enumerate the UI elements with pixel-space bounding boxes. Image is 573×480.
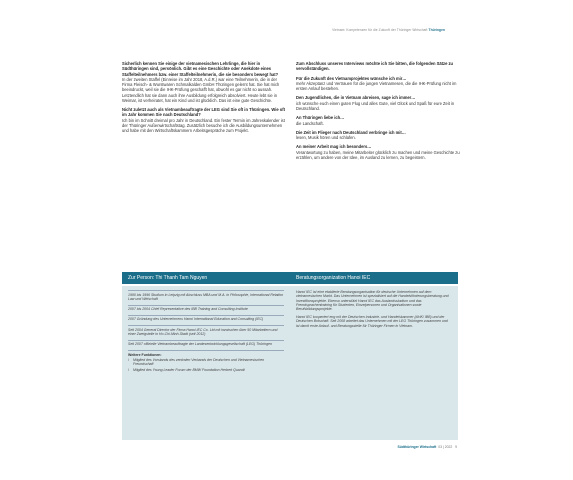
interview-qa: [296, 130, 460, 141]
bio-entry: Seit 2004 General Director der Firma Hanoi IEC Co. Ltd mit inzwischen über 50 Mitarbeitern und einer Zweigstelle in Ho-Chi-Minh-Stadt (seit 2012): [128, 325, 284, 336]
interview-answer: Verantwortung zu haben, meine Mitarbeiter glücklich zu machen und meine Geschichte zu erzählen, um andere von der Idee, im Ausland zu lernen, zu begeistern.: [296, 149, 460, 160]
interview-answer: In der zweiten Staffel (Einreise im Jahr 2018, A.d.R.) war eine Teilnehmerin, die in der Firma Fleisch- & Wurstwaren Schmalkalden GmbH Thüringen gelernt hat. Sie hat mich beeindruckt, weil sie die IHK-Prüfung geschafft hat, obwohl es gar nicht so aussah. Letztendlich hat sie dann auch ihre Ausbildung erfolgreich absolviert. Heute lebt sie in Weimar, ist verheiratet, hat ein Kind und ist glücklich. Das ist eine gute Geschichte.: [122, 76, 280, 103]
bio-entry: Seit 2007 offizielle Vietnambeauftragte der Landesentwicklungsgesellschaft (LEG) Thüringen: [128, 340, 284, 347]
iec-paragraph: Hanoi IEC kooperiert eng mit der Deutschen Industrie- und Handelskammer (AHK/ IBB) und der Deutschen Botschaft. Seit 2008 arbeitet das Unternehmen mit der LEG Thüringen zusammen und ist damit erste Anlauf- und Beratungsstelle für Thüringer Firmen in Vietnam.: [296, 314, 448, 328]
footer-issue: 03 | 2022: [438, 445, 453, 449]
function-text: Mitglied des Vorstands des zentralen Verbands der Deutschen und Vietnamesischen Freundschaft: [133, 357, 265, 367]
slash-bullet-icon: /: [128, 357, 129, 362]
function-item: [128, 368, 284, 372]
interview-question: Für die Zukunft des Vietnamprojektes wünsche ich mir…: [296, 75, 407, 81]
bio-entry: 2007 Gründung des Unternehmens Hanoi International Education and Consulting (IEC): [128, 315, 284, 322]
bio-entry: 1990 bis 1996 Studium in Leipzig mit Abschluss MBA und M.A. in Philosophie, International Relation Law und Wirtschaft: [128, 290, 284, 301]
interview-question: An Thüringen liebe ich…: [296, 115, 345, 121]
interview-left-column: [122, 61, 286, 137]
bio-entry: 2007 bis 2004 Chief Representative des IBB Training and Consulting Institute: [128, 305, 284, 312]
interview-answer: mehr Akzeptanz und Vertrauen für die jungen Vietnamesen, die die IHK-Prüfung nicht im ersten Anlauf bestehen.: [296, 80, 457, 92]
bio-box: [122, 286, 290, 440]
bio-box-title: Zur Person: Thi Thanh Tam Nguyen: [122, 272, 290, 284]
interview-right-column: [296, 61, 460, 164]
bio-functions: [128, 350, 284, 373]
interview-qa: [296, 61, 460, 72]
interview-qa: [122, 107, 286, 133]
interview-question: An meiner Arbeit mag ich besonders…: [296, 144, 372, 150]
interview-question: Nicht zuletzt auch als Vietnambeauftragte der LEG sind Sie oft in Thüringen. Wie oft im Jahr kommen Sie nach Deutschland?: [122, 107, 285, 118]
function-text: Mitglied des Young Leader Forum der BMW Foundation Herbert Quandt: [133, 368, 245, 373]
function-item: [128, 358, 284, 367]
page-header: [332, 28, 445, 32]
interview-qa: [296, 115, 460, 126]
interview-qa: [296, 95, 460, 111]
interview-answer: Ich bin im Schnitt dreimal pro Jahr in Deutschland. Ein fester Termin im Jahreskalender ist der Thüringer Außenwirtschaftstag. Zusätzlich besuche ich die Ausbildungsunternehmen und habe mit den Wirtschaftskammern Arbeitsgespräche zum Projekt.: [122, 117, 285, 134]
iec-box-title: Beratungsorganization Hanoi IEC: [290, 272, 458, 284]
interview-answer: die Landschaft.: [296, 120, 324, 126]
iec-box: [290, 286, 458, 440]
interview-qa: [122, 61, 286, 103]
interview-question: Den Jugendlichen, die in Vietnam abreisen, sage ich immer…: [296, 95, 416, 101]
interview-question: Sicherlich kennen Sie einige der vietnamesischen Lehrlinge, die hier in Südthüringen sind, persönlich. Gibt es eine Geschichte oder Anekdote eines Staffelteilnehmers bzw. einer Staffelteilnehmerin, die sie besonders bewegt hat?: [122, 61, 279, 77]
page-number: 9: [455, 445, 457, 449]
interview-answer: lesen, Musik hören und schlafen.: [296, 135, 356, 141]
page-footer: [398, 445, 457, 449]
header-left-text: Vietnam: Kompetenzen für die Zukunft der Thüringer Wirtschaft: [332, 28, 428, 32]
interview-qa: [296, 144, 460, 160]
header-right-text: Thüringen: [428, 28, 445, 32]
slash-bullet-icon: /: [128, 368, 129, 373]
functions-title: Weitere Funktionen:: [128, 352, 162, 357]
footer-publication: Südthüringer Wirtschaft: [397, 445, 437, 449]
interview-question: Zum Abschluss unseres Interviews möchte ich Sie bitten, die folgenden Sätze zu vervollständigen.: [296, 61, 454, 72]
interview-qa: [296, 76, 460, 92]
interview-answer: ich wünsche euch einen guten Flug und alles Gute, viel Glück und Spaß für eure Zeit in Deutschland.: [296, 100, 455, 111]
interview-question: Die Zeit im Flieger nach Deutschland verbringe ich mit…: [296, 129, 406, 135]
iec-paragraph: Hanoi IEC ist eine etablierte Beratungsorganisation für deutsche Unternehmen auf dem vietnamesischen Markt. Das Unternehmen ist spezialisiert auf die Handelsförderungsberatung und Investitionsprojekte. Ebenso unterstützt Hanoi IEC das Auslandsstudium und das Fremdsprachentraining für Studenten, Einzelpersonen und Organisationen sowie Berufsbildungsprojekte.: [296, 290, 449, 312]
